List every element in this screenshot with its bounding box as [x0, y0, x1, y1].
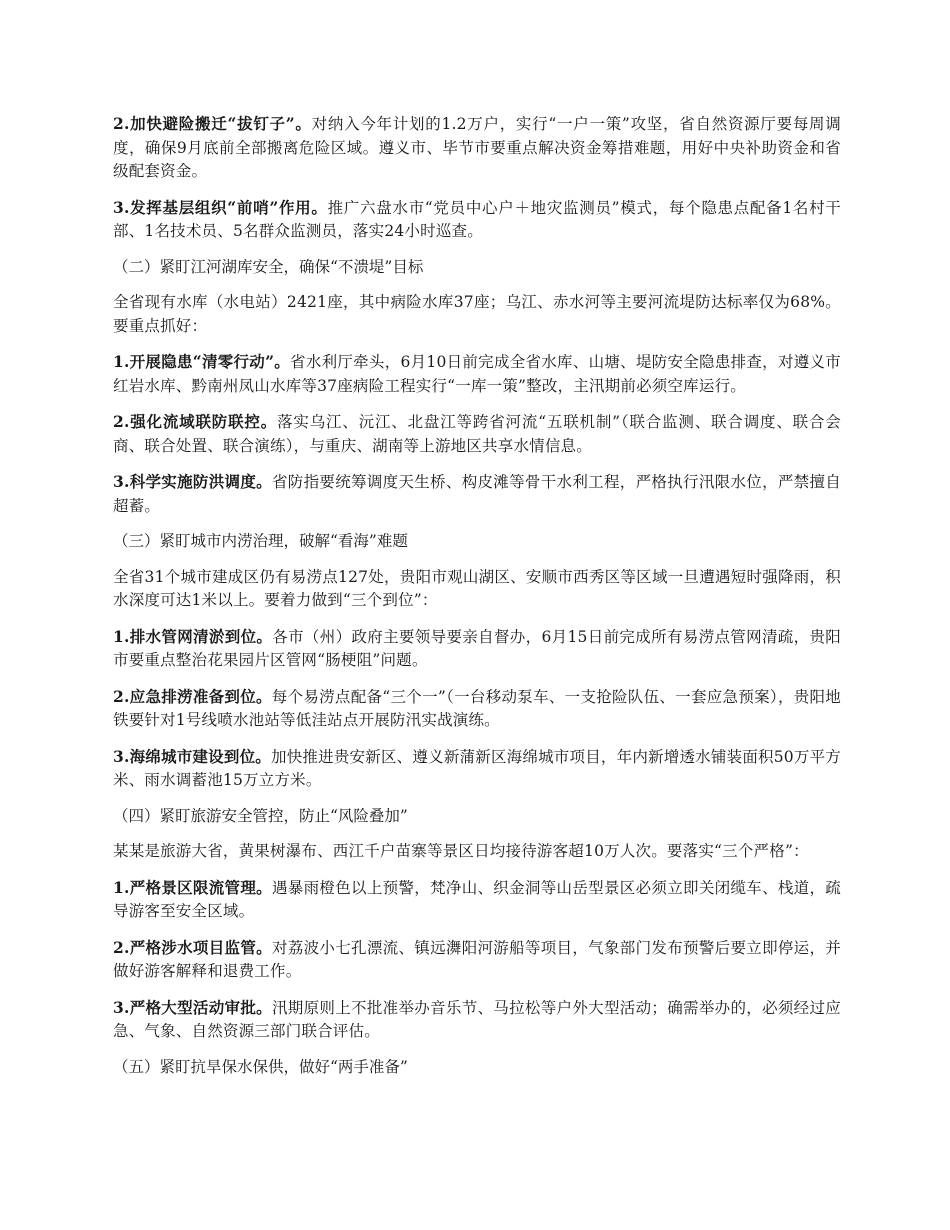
- list-item: [113, 112, 841, 184]
- item-lead: 1.严格景区限流管理。: [113, 877, 272, 897]
- list-item: [113, 936, 841, 984]
- item-text: 加快推进贵安新区、遵义新蒲新区海绵城市项目，年内新增透水铺装面积50万平方米、雨水调蓄池15万立方米。: [113, 747, 841, 789]
- item-text: 各市（州）政府主要领导要亲自督办，6月15日前完成所有易涝点管网清疏，贵阳市要重点整治花果园片区管网“肠梗阻”问题。: [113, 627, 841, 669]
- item-text: 汛期原则上不批准举办音乐节、马拉松等户外大型活动；确需举办的，必须经过应急、气象、自然资源三部门联合评估。: [113, 998, 842, 1040]
- item-lead: 3.科学实施防洪调度。: [113, 472, 272, 491]
- item-lead: 2.严格涉水项目监管。: [113, 937, 272, 957]
- section-heading: （五）紧盯抗旱保水保供，做好“两手准备”: [113, 1057, 408, 1076]
- item-text: 推广六盘水市“党员中心户＋地灾监测员”模式，每个隐患点配备1名村干部、1名技术员、5名群众监测员，落实24小时巡查。: [113, 198, 842, 240]
- item-text: 对纳入今年计划的1.2万户，实行“一户一策”攻坚，省自然资源厅要每周调度，确保9月底前全部搬离危险区域。遵义市、毕节市要重点解决资金筹措难题，用好中央补助资金和省级配套资金。: [113, 115, 841, 180]
- item-text: 省防指要统筹调度天生桥、构皮滩等骨干水利工程，严格执行汛限水位，严禁擅自超蓄。: [113, 473, 842, 515]
- item-lead: 2.强化流域联防联控。: [113, 412, 278, 431]
- paragraph: 全省31个城市建成区仍有易涝点127处，贵阳市观山湖区、安顺市西秀区等区域一旦遭遇短时强降雨，积水深度可达1米以上。要着力做到“三个到位”：: [113, 567, 841, 609]
- item-lead: 3.海绵城市建设到位。: [113, 746, 271, 766]
- list-item: [113, 350, 841, 398]
- list-item: [113, 745, 841, 793]
- item-text: 省水利厅牵头，6月10日前完成全省水库、山塘、堤防安全隐患排查，对遵义市红岩水库、黔南州凤山水库等37座病险工程实行“一库一策”整改，主汛期前必须空库运行。: [113, 353, 841, 395]
- item-lead: 3.发挥基层组织“前哨”作用。: [113, 197, 328, 217]
- list-item: [113, 410, 841, 458]
- section-heading: （二）紧盯江河湖库安全，确保“不溃堤”目标: [113, 257, 424, 276]
- item-text: 遇暴雨橙色以上预警，梵净山、织金洞等山岳型景区必须立即关闭缆车、栈道，疏导游客至安全区域。: [113, 878, 842, 920]
- item-lead: 1.开展隐患“清零行动”。: [113, 352, 291, 371]
- document-body: [113, 112, 841, 1091]
- section-heading: （三）紧盯城市内涝治理，破解“看海”难题: [113, 532, 408, 550]
- item-lead: 2.加快避险搬迁“拔钉子”。: [113, 114, 312, 133]
- list-item: [113, 470, 841, 518]
- item-lead: 2.应急排涝准备到位。: [113, 686, 272, 706]
- list-item: [113, 996, 841, 1044]
- paragraph: 全省现有水库（水电站）2421座，其中病险水库37座；乌江、赤水河等主要河流堤防达标率仅为68%。要重点抓好：: [113, 293, 841, 335]
- item-lead: 3.严格大型活动审批。: [113, 997, 272, 1017]
- item-lead: 1.排水管网清淤到位。: [113, 626, 273, 646]
- list-item: [113, 196, 841, 244]
- list-item: [113, 625, 841, 673]
- section-heading: （四）紧盯旅游安全管控，防止“风险叠加”: [113, 806, 408, 825]
- list-item: [113, 685, 841, 733]
- paragraph: 某某是旅游大省，黄果树瀑布、西江千户苗寨等景区日均接待游客超10万人次。要落实“三个严格”：: [113, 842, 809, 860]
- list-item: [113, 876, 841, 924]
- item-text: 对荔波小七孔漂流、镇远㵲阳河游船等项目，气象部门发布预警后要立即停运，并做好游客解释和退费工作。: [113, 938, 842, 980]
- item-text: 每个易涝点配备“三个一”（一台移动泵车、一支抢险队伍、一套应急预案），贵阳地铁要针对1号线喷水池站等低洼站点开展防汛实战演练。: [113, 687, 842, 729]
- item-text: 落实乌江、沅江、北盘江等跨省河流“五联机制”（联合监测、联合调度、联合会商、联合处置、联合演练），与重庆、湖南等上游地区共享水情信息。: [113, 413, 841, 455]
